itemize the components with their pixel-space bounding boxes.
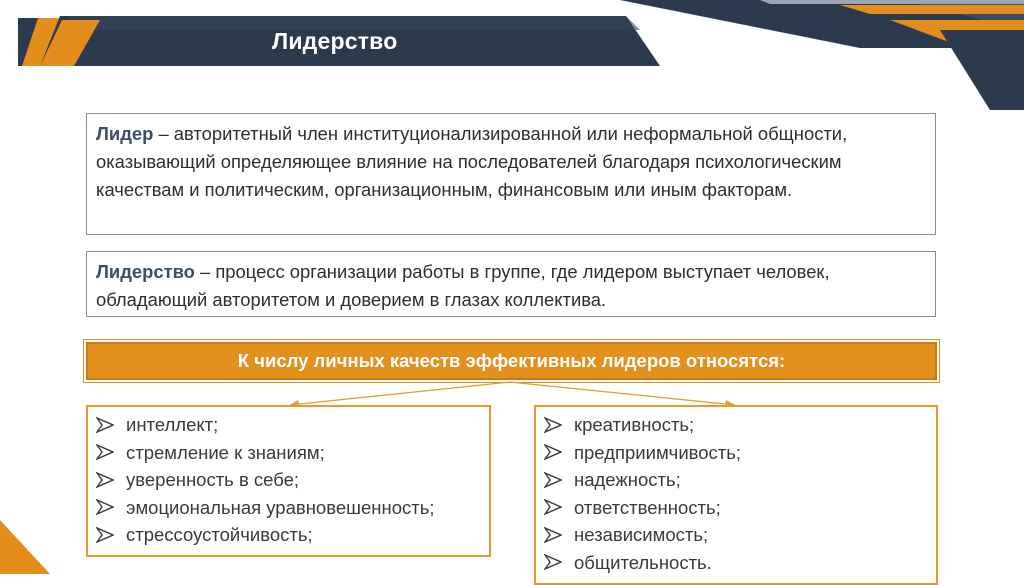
list-item	[96, 521, 481, 549]
list-item-text: уверенность в себе;	[126, 469, 300, 490]
qualities-list-right	[534, 405, 938, 585]
list-item-text: общительность.	[574, 551, 712, 573]
arrow-bullet-icon	[96, 499, 114, 515]
arrow-bullet-icon	[96, 472, 114, 488]
list-item-text: предприимчивость;	[574, 441, 742, 463]
arrow-bullet-icon	[544, 499, 562, 515]
arrow-bullet-icon	[96, 527, 114, 543]
definition-leadership	[86, 251, 936, 317]
list-item	[544, 494, 928, 522]
list-item	[544, 439, 928, 467]
definition-term: Лидерство	[96, 261, 195, 282]
list-item-text: независимость;	[574, 524, 709, 545]
list-item	[96, 494, 481, 522]
list-item-text: интеллект;	[126, 414, 219, 435]
arrow-bullet-icon	[544, 444, 562, 460]
arrow-bullet-icon	[544, 554, 562, 570]
arrow-bullet-icon	[96, 417, 114, 433]
definition-term: Лидер	[96, 123, 154, 144]
list-item	[544, 549, 928, 577]
arrow-bullet-icon	[544, 527, 562, 543]
list-item	[544, 466, 928, 494]
arrow-bullet-icon	[96, 444, 114, 460]
list-item-text: ответственность;	[574, 496, 721, 518]
qualities-list-left	[86, 405, 491, 557]
qualities-heading: К числу личных качеств эффективных лидеров относятся:	[86, 342, 937, 380]
list-item-text: эмоциональная уравновешенность;	[126, 496, 435, 518]
arrow-bullet-icon	[544, 472, 562, 488]
list-item	[96, 466, 481, 494]
definition-text: – авторитетный член институционализированной или неформальной общности, оказывающий определяющее влияние на последователей благодаря психологическим качествам и политическим, организационным, финансовым или иным факторам.	[96, 123, 848, 200]
list-item	[96, 411, 481, 439]
list-item-text: надежность;	[574, 469, 681, 490]
definition-leader	[86, 113, 936, 235]
definition-text: – процесс организации работы в группе, где лидером выступает человек, обладающий авторитетом и доверием в глазах коллектива.	[96, 261, 830, 310]
page-title: Лидерство	[272, 28, 398, 54]
arrow-bullet-icon	[544, 417, 562, 433]
list-item	[96, 439, 481, 467]
list-item-text: стремление к знаниям;	[126, 441, 325, 463]
list-item	[544, 521, 928, 549]
list-item-text: креативность;	[574, 414, 695, 435]
list-item-text: стрессоустойчивость;	[126, 524, 313, 545]
list-item	[544, 411, 928, 439]
